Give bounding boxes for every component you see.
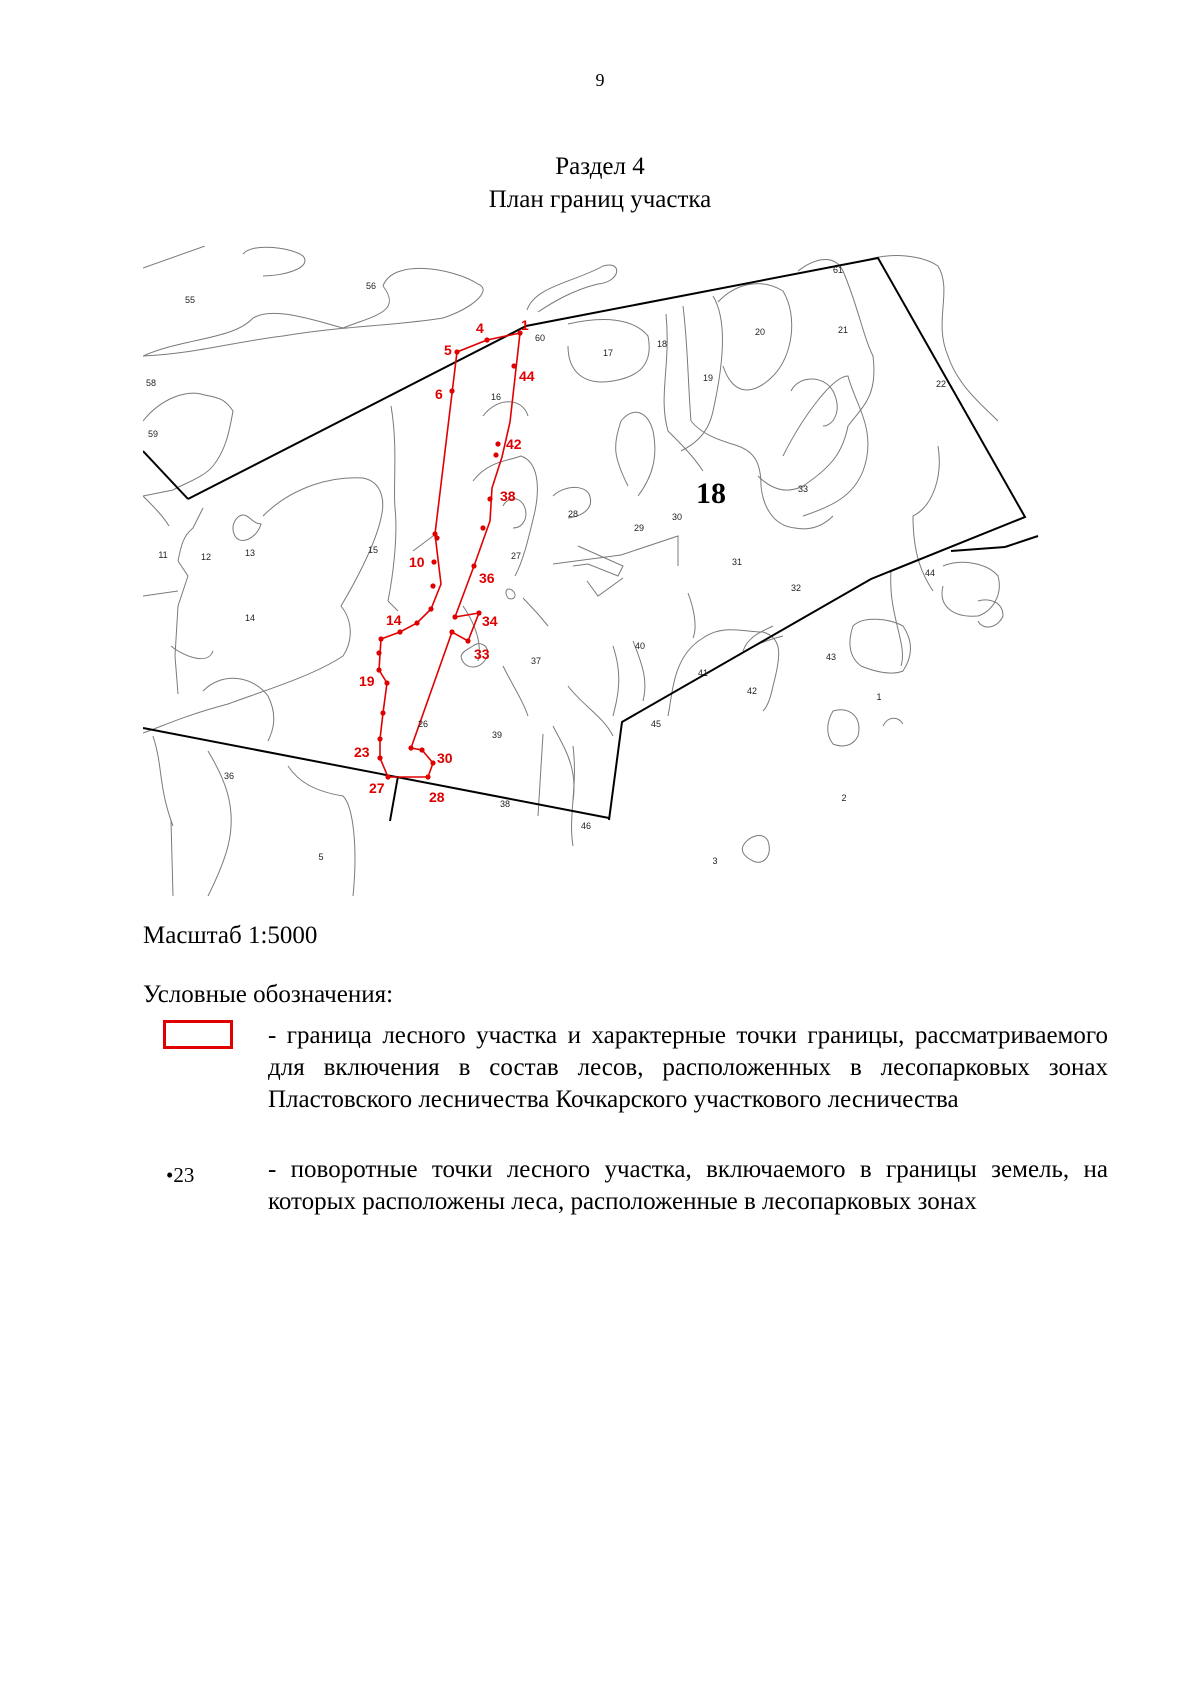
turning-point bbox=[431, 559, 436, 564]
quarter-number: 60 bbox=[534, 333, 546, 343]
quarter-numbers bbox=[146, 265, 946, 866]
turning-point bbox=[480, 525, 485, 530]
turning-point bbox=[471, 563, 476, 568]
point-label: 28 bbox=[429, 789, 445, 805]
quarter-number: 26 bbox=[417, 719, 429, 729]
point-label: 42 bbox=[506, 436, 522, 452]
quarter-contours bbox=[143, 246, 1003, 896]
quarter-number: 37 bbox=[530, 656, 542, 666]
legend-item-text: - поворотные точки лесного участка, включаемого в границы земель, на которых расположены леса, расположенные в лесопарковых зонах bbox=[268, 1156, 1108, 1215]
turning-point bbox=[428, 606, 433, 611]
quarter-number: 20 bbox=[754, 327, 766, 337]
point-label: 44 bbox=[519, 368, 535, 384]
quarter-number: 42 bbox=[746, 686, 758, 696]
turning-point bbox=[465, 638, 470, 643]
quarter-number: 33 bbox=[797, 484, 809, 494]
quarter-number: 2 bbox=[841, 793, 847, 803]
turning-point bbox=[384, 680, 389, 685]
quarter-number: 16 bbox=[490, 392, 502, 402]
quarter-number: 61 bbox=[832, 265, 844, 275]
page-number: 9 bbox=[595, 70, 605, 90]
quarter-number: 27 bbox=[510, 551, 522, 561]
quarter-number: 21 bbox=[837, 325, 849, 335]
turning-point bbox=[376, 650, 381, 655]
title-block bbox=[0, 150, 1200, 216]
legend-item-text: - граница лесного участка и характерные точки границы, рассматриваемого для включения в состав лесов, расположенных в лесопарковых зонах Пластовского лесничества Кочкарского участкового лесничества bbox=[268, 1022, 1108, 1113]
boundary-plan-map bbox=[143, 246, 1113, 896]
turning-point bbox=[434, 535, 439, 540]
turning-point bbox=[377, 736, 382, 741]
section-title: Раздел 4 bbox=[555, 153, 645, 180]
quarter-number: 17 bbox=[602, 348, 614, 358]
quarter-number: 22 bbox=[935, 379, 947, 389]
point-label: 38 bbox=[500, 488, 516, 504]
quarter-number: 31 bbox=[731, 557, 743, 567]
turning-point bbox=[511, 363, 516, 368]
quarter-number: 39 bbox=[491, 730, 503, 740]
point-label: 34 bbox=[482, 613, 498, 629]
quarter-number: 36 bbox=[223, 771, 235, 781]
point-label: 33 bbox=[474, 646, 490, 662]
turning-point bbox=[487, 496, 492, 501]
quarter-number: 15 bbox=[367, 545, 379, 555]
quarter-number: 38 bbox=[499, 799, 511, 809]
quarter-number: 44 bbox=[924, 568, 936, 578]
quarter-number: 1 bbox=[876, 692, 882, 702]
point-label: 1 bbox=[521, 317, 529, 333]
quarter-number: 32 bbox=[790, 583, 802, 593]
quarter-number: 12 bbox=[200, 552, 212, 562]
point-label: 4 bbox=[476, 320, 484, 336]
quarter-number: 19 bbox=[702, 373, 714, 383]
point-label: 14 bbox=[386, 612, 402, 628]
quarter-number: 30 bbox=[671, 512, 683, 522]
quarter-number: 58 bbox=[145, 378, 157, 388]
turning-point bbox=[377, 755, 382, 760]
turning-point bbox=[425, 774, 430, 779]
quarter-number: 55 bbox=[184, 295, 196, 305]
quarter-number: 5 bbox=[318, 852, 324, 862]
quarter-number: 46 bbox=[580, 821, 592, 831]
quarter-number: 14 bbox=[244, 613, 256, 623]
point-label: 36 bbox=[479, 570, 495, 586]
plan-title: План границ участка bbox=[488, 186, 712, 213]
turning-point bbox=[454, 349, 459, 354]
quarter-number: 11 bbox=[158, 550, 168, 560]
turning-point bbox=[476, 610, 481, 615]
turning-point bbox=[430, 760, 435, 765]
turning-point bbox=[408, 745, 413, 750]
quarter-number: 28 bbox=[567, 509, 579, 519]
red-rectangle-symbol bbox=[163, 1020, 233, 1049]
quarter-number: 13 bbox=[244, 548, 256, 558]
turning-point bbox=[385, 774, 390, 779]
scale-text: Масштаб 1:5000 bbox=[143, 922, 318, 949]
point-label: 5 bbox=[444, 342, 452, 358]
turning-point bbox=[493, 452, 498, 457]
turning-point bbox=[484, 337, 489, 342]
quarter-number: 59 bbox=[147, 429, 159, 439]
quarter-number: 43 bbox=[825, 652, 837, 662]
point-label: 23 bbox=[354, 744, 370, 760]
turning-point bbox=[378, 636, 383, 641]
point-label: 6 bbox=[435, 386, 443, 402]
quarter-number: 56 bbox=[365, 281, 377, 291]
turning-point bbox=[452, 614, 457, 619]
map-canvas bbox=[143, 246, 1113, 896]
turning-point bbox=[376, 667, 381, 672]
turning-point bbox=[430, 583, 435, 588]
quarter-number: 3 bbox=[712, 856, 718, 866]
block-boundaries bbox=[143, 258, 1038, 821]
point-label: 30 bbox=[437, 750, 453, 766]
point-label: 27 bbox=[369, 780, 385, 796]
point-label: 10 bbox=[409, 554, 425, 570]
turning-point bbox=[414, 620, 419, 625]
quarter-number: 40 bbox=[634, 641, 646, 651]
turning-point bbox=[495, 441, 500, 446]
turning-point bbox=[380, 710, 385, 715]
legend-title: Условные обозначения: bbox=[143, 981, 394, 1008]
point-label: 19 bbox=[359, 673, 375, 689]
quarter-number: 18 bbox=[656, 339, 668, 349]
turning-point bbox=[397, 629, 402, 634]
turning-point bbox=[449, 388, 454, 393]
quarter-number: 29 bbox=[633, 523, 645, 533]
turning-point bbox=[449, 629, 454, 634]
quarter-number: 45 bbox=[650, 719, 662, 729]
quarter-number: 41 bbox=[697, 668, 709, 678]
turning-point-symbol: •23 bbox=[166, 1163, 195, 1187]
turning-point bbox=[419, 747, 424, 752]
block-number-label: 18 bbox=[696, 477, 726, 510]
